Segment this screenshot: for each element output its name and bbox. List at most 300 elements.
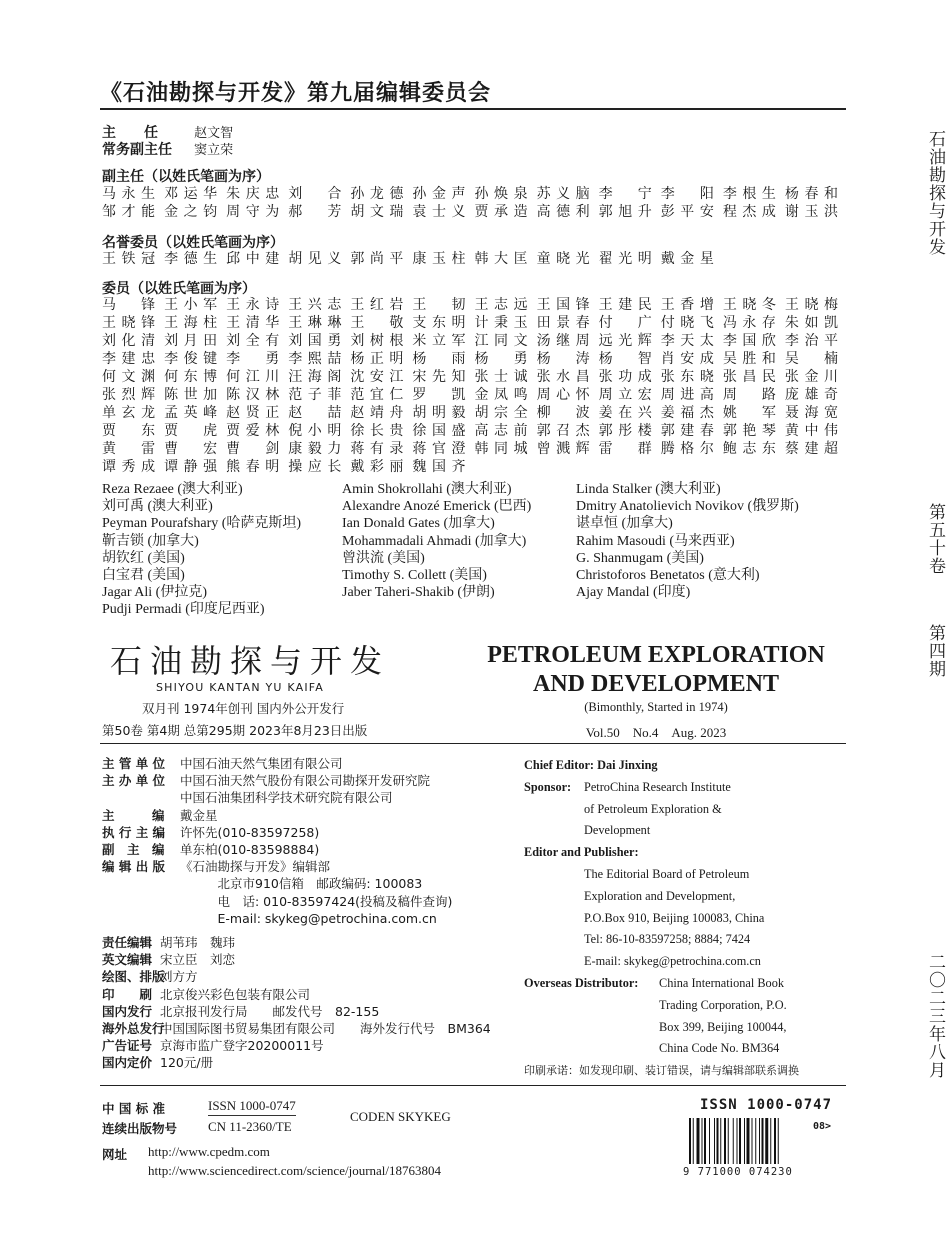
info-value: 北京市910信箱 邮政编码: 100083 [180,876,423,892]
person-name: 陈世加 [164,387,218,403]
info-row [102,1020,491,1037]
info-key: 主 管 单 位 [102,756,166,771]
person-name: 徐长贵 [350,423,404,439]
barcode-bar [755,1118,756,1164]
person-name: 马 锋 [102,297,156,313]
barcode-bar [702,1118,703,1164]
person-name: 郭建春 [660,423,714,439]
chairman-label: 主 任 [102,125,158,141]
person-name: 王铁冠 [102,251,156,267]
en-info-line: E-mail: skykeg@petrochina.com.cn [584,954,761,969]
person-name: 吴胜和 [722,351,776,367]
info-key: 副 主 编 [102,842,165,858]
person-name: 周进高 [660,387,714,403]
person-name: 朱如凯 [784,315,838,331]
cn-info-block-2 [102,934,491,1072]
vice-chairs-list [102,185,847,221]
person-name: 陈汉林 [226,387,280,403]
person-name: 张金川 [784,369,838,385]
person-name: 刘全有 [226,333,280,349]
person-name: 程杰成 [722,204,776,220]
person-name: 李根生 [722,186,776,202]
info-value: 北京俊兴彩色包装有限公司 [160,986,311,1002]
info-key: 英文编辑 [102,952,153,968]
info-row [102,875,452,892]
en-editor-lines [524,864,787,973]
barcode-bar [709,1118,710,1164]
person-name: 鲍志东 [722,441,776,457]
side-volume: 第五十卷 [925,503,945,575]
info-key [102,789,180,806]
issn-label: 中 国 标 准 [102,1101,166,1116]
info-row [102,934,491,951]
barcode-bar [728,1118,729,1164]
journal-en-issue: Vol.50 No.4 Aug. 2023 [585,725,727,740]
info-key [102,875,180,892]
person-name: 罗 凯 [412,387,466,403]
person-name: 黄中伟 [784,423,838,439]
person-name: 黄 雷 [102,441,156,457]
person-name: 金之钧 [164,204,218,220]
person-name: 李治平 [784,333,838,349]
en-info-block [524,755,787,1060]
person-name: 王国锋 [536,297,590,313]
barcode-addon: 08> [813,1121,832,1132]
en-info-line: of Petroleum Exploration & [584,801,722,816]
barcode-bar [739,1118,741,1164]
person-name: 金凤鸣 [474,387,528,403]
barcode-bar [762,1118,764,1164]
person-name: 李 阳 [660,186,714,202]
info-key: 国内发行 [102,1003,153,1019]
person-name: 杨 勇 [474,351,528,367]
barcode-issn: ISSN 1000-0747 [700,1097,833,1113]
person-name: 江同文 [474,333,528,349]
person-name: 赵 喆 [288,405,342,421]
person-name: 魏国齐 [412,459,466,475]
barcode-bar [704,1118,706,1164]
barcode-bar [778,1118,779,1164]
person-name: 戴金星 [660,251,714,267]
chairman-name: 赵文智 [194,126,234,141]
barcode-bar [733,1118,734,1164]
person-name: 田景春 [536,315,590,331]
person-name: 米立军 [412,333,466,349]
intl-member: 刘可禹 (澳大利亚) [102,499,213,515]
info-row [102,772,452,789]
person-name: 范宜仁 [350,387,404,403]
person-name: 张功成 [598,369,652,385]
info-value: 北京报刊发行局 邮发代号 82-155 [160,1003,380,1019]
person-name: 周 路 [722,387,776,403]
page-title: 《石油勘探与开发》第九届编辑委员会 [100,81,492,106]
person-name: 李 勇 [226,351,280,367]
person-name: 何东博 [164,369,218,385]
person-name: 李 宁 [598,186,652,202]
person-name: 李天太 [660,333,714,349]
en-info-line: Trading Corporation, P.O. [659,997,787,1012]
person-name: 张烈辉 [102,387,156,403]
info-key [102,910,180,927]
info-key: 国内定价 [102,1055,153,1071]
web-label: 网址 [102,1147,128,1162]
person-name: 柳 波 [536,405,590,421]
person-name: 曹 宏 [164,441,218,457]
cn-label: 连续出版物号 [102,1121,178,1136]
person-name: 王 韧 [412,297,466,313]
person-name: 肖安成 [660,351,714,367]
masthead-rule [100,743,846,744]
person-name: 王晓冬 [722,297,776,313]
info-value: 京海市监广登字20200011号 [160,1038,324,1054]
journal-frequency: 双月刊 1974年创刊 国内外公开发行 [142,701,345,716]
person-name: 童晓光 [536,251,590,267]
exec-vice-chair-label: 常务副主任 [102,142,172,158]
info-key [102,893,180,910]
person-name: 贾 东 [102,423,156,439]
barcode-bar [717,1118,719,1164]
person-name: 周立宏 [598,387,652,403]
en-sponsor-lines [584,777,731,842]
person-name: 高德利 [536,204,590,220]
person-name: 王清华 [226,315,280,331]
person-name: 周守为 [226,204,280,220]
intl-member: 胡钦红 (美国) [102,550,185,566]
info-value: 电 话: 010-83597424(投稿及稿件查询) [180,893,453,909]
info-value: 中国石油天然气股份有限公司勘探开发研究院 [180,773,431,789]
person-name: 雷 群 [598,441,652,457]
info-key: 执 行 主 编 [102,824,166,840]
person-name: 李建忠 [102,351,156,367]
intl-member: Jagar Ali (伊拉克) [102,585,207,601]
person-name: 蒋官澄 [412,441,466,457]
info-key: 印 刷 [102,986,153,1002]
info-value: 胡苇玮 魏玮 [160,935,236,950]
person-name: 沈安江 [350,369,404,385]
person-name: 王晓锋 [102,315,156,331]
en-info-line: Tel: 86-10-83597258; 8884; 7424 [584,932,751,947]
person-name: 曾溅辉 [536,441,590,457]
person-name: 赵靖舟 [350,405,404,421]
intl-member: 谌卓恒 (加拿大) [576,516,673,532]
barcode-bar [720,1118,721,1164]
top-rule [100,108,846,110]
honorary-label: 名誉委员（以姓氏笔画为序） [102,235,284,251]
info-key: 主 编 [102,807,165,823]
info-key: 海外总发行 [102,1021,165,1037]
info-row [102,1003,491,1020]
person-name: 胡宗全 [474,405,528,421]
person-name: 谭静强 [164,459,218,475]
en-info-line: China Code No. BM364 [659,1041,780,1056]
barcode-bar [724,1118,726,1164]
journal-en-frequency: (Bimonthly, Started in 1974) [584,700,728,714]
person-name: 王琳琳 [288,315,342,331]
person-name: 贾爱林 [226,423,280,439]
journal-issue-line: 第50卷 第4期 总第295期 2023年8月23日出版 [102,723,368,738]
info-value: 许怀先(010-83597258) [180,824,320,840]
person-name: 杨正明 [350,351,404,367]
intl-member: Reza Rezaee (澳大利亚) [102,482,243,497]
intl-member: Mohammadali Ahmadi (加拿大) [342,533,527,549]
person-name: 郭艳琴 [722,423,776,439]
barcode-bar [752,1118,753,1164]
barcode-bar [765,1118,768,1164]
info-row [102,1037,491,1054]
cn-value: CN 11-2360/TE [208,1119,292,1134]
person-name: 孙焕泉 [474,186,528,202]
barcode-bar [774,1118,776,1164]
person-name: 姚 军 [722,405,776,421]
info-value: 单东柏(010-83598884) [180,842,320,858]
info-key: 编 辑 出 版 [102,859,166,875]
person-name: 刘 合 [288,186,342,202]
journal-cn-name: 石油勘探与开发 [110,642,391,680]
person-name: 张昌民 [722,369,776,385]
intl-member: Pudji Permadi (印度尼西亚) [102,602,265,618]
person-name: 支东明 [412,315,466,331]
person-name: 王兴志 [288,297,342,313]
info-value: 戴金星 [180,807,218,823]
en-info-line: The Editorial Board of Petroleum [584,866,750,881]
person-name: 韩同城 [474,441,528,457]
issn-value: ISSN 1000-0747 [208,1098,296,1116]
info-value: 刘方方 [160,969,198,985]
person-name: 孟英峰 [164,405,218,421]
international-members-list [102,481,847,619]
info-row [102,1054,491,1071]
footer-rule [100,1085,846,1086]
person-name: 孙金声 [412,186,466,202]
person-name: 孙龙德 [350,186,404,202]
person-name: 刘月田 [164,333,218,349]
intl-member: Timothy S. Collett (美国) [342,568,487,584]
en-sponsor-label: Sponsor: [524,779,572,794]
person-name: 张士诚 [474,369,528,385]
person-name: 郭旭升 [598,204,652,220]
person-name: 杨 涛 [536,351,590,367]
info-row [102,755,452,772]
en-overseas [524,973,787,1060]
person-name: 操应长 [288,459,342,475]
person-name: 庞雄奇 [784,387,838,403]
info-key: 广告证号 [102,1038,153,1054]
intl-member: Alexandre Anozé Emerick (巴西) [342,499,532,515]
person-name: 邓运华 [164,186,218,202]
person-name: 李国欣 [722,333,776,349]
person-name: 姜福杰 [660,405,714,421]
person-name: 宋先知 [412,369,466,385]
person-name: 邱中建 [226,251,280,267]
person-name: 赵贤正 [226,405,280,421]
intl-member: Linda Stalker (澳大利亚) [576,482,721,497]
person-name: 熊春明 [226,459,280,475]
person-name: 蔡建超 [784,441,838,457]
person-name: 胡见义 [288,251,342,267]
person-name: 王建民 [598,297,652,313]
person-name: 郝 芳 [288,204,342,220]
person-name: 翟光明 [598,251,652,267]
info-key: 责任编辑 [102,935,153,950]
cn-info-block [102,755,452,927]
journal-pinyin: SHIYOU KANTAN YU KAIFA [156,681,325,694]
person-name: 李德生 [164,251,218,267]
exec-vice-chair-row [102,139,233,159]
barcode-bar [714,1118,715,1164]
person-name: 徐国盛 [412,423,466,439]
vice-chairs-label: 副主任（以姓氏笔画为序） [102,169,270,185]
en-sponsor [524,777,787,842]
side-issue: 第四期 [925,624,945,678]
person-name: 朱庆忠 [226,186,280,202]
person-name: 蒋有录 [350,441,404,457]
en-info-line: Exploration and Development, [584,888,736,903]
info-value: 中国石油天然气集团有限公司 [180,756,343,771]
person-name: 王香增 [660,297,714,313]
barcode-bar [770,1118,771,1164]
person-name: 姜在兴 [598,405,652,421]
intl-member: Christoforos Benetatos (意大利) [576,568,760,584]
en-overseas-label: Overseas Distributor: [524,975,639,990]
journal-en-name-line2: AND DEVELOPMENT [532,671,779,697]
en-info-line: P.O.Box 910, Beijing 100083, China [584,910,765,925]
person-name: 王晓梅 [784,297,838,313]
en-info-line: China International Book [659,975,784,990]
person-name: 谢玉洪 [784,204,838,220]
person-name: 付晓飞 [660,315,714,331]
person-name: 高志前 [474,423,528,439]
info-row [102,858,452,875]
info-row [102,910,452,927]
en-info-line: PetroChina Research Institute [584,779,731,794]
journal-en-name [456,641,856,699]
info-key: 绘图、排版 [102,969,165,985]
url-sciencedirect[interactable]: http://www.sciencedirect.com/science/journal/18763804 [148,1163,442,1178]
info-row [102,951,491,968]
info-value: 中国石油集团科学技术研究院有限公司 [180,790,393,806]
barcode-bar [697,1118,700,1164]
exec-vice-chair-name: 窦立荣 [194,143,234,158]
person-name: 张水昌 [536,369,590,385]
en-chief-editor: Chief Editor: Dai Jinxing [524,758,658,772]
person-name: 曹 剑 [226,441,280,457]
info-key: 主 办 单 位 [102,773,166,789]
intl-member: Rahim Masoudi (马来西亚) [576,533,735,549]
person-name: 康玉柱 [412,251,466,267]
person-name: 周心怀 [536,387,590,403]
info-row [102,824,452,841]
intl-member: 靳吉锁 (加拿大) [102,533,199,549]
person-name: 计秉玉 [474,315,528,331]
info-row [102,986,491,1003]
url-cpedm[interactable]: http://www.cpedm.com [148,1144,270,1159]
barcode-bar [693,1118,694,1164]
person-name: 贾承造 [474,204,528,220]
info-row [102,807,452,824]
person-name: 李熙喆 [288,351,342,367]
person-name: 李俊键 [164,351,218,367]
en-info-line: Box 399, Beijing 100044, [659,1019,787,1034]
person-name: 张东晓 [660,369,714,385]
members-label: 委员（以姓氏笔画为序） [102,281,256,297]
coden: CODEN SKYKEG [350,1109,451,1124]
intl-member: 曾洪流 (美国) [342,550,425,566]
barcode-bar [759,1118,760,1164]
person-name: 郭彤楼 [598,423,652,439]
person-name: 杨 智 [598,351,652,367]
person-name: 戴彩丽 [350,459,404,475]
info-value: 宋立臣 刘恋 [160,952,236,968]
intl-member: Amin Shokrollahi (澳大利亚) [342,482,512,497]
honorary-list [102,250,847,268]
intl-member: Jaber Taheri-Shakib (伊朗) [342,585,495,601]
info-value: 120元/册 [160,1055,214,1071]
person-name: 贾 虎 [164,423,218,439]
en-overseas-lines [659,973,787,1060]
person-name: 王 敬 [350,315,404,331]
barcode-bar [737,1118,738,1164]
person-name: 胡明毅 [412,405,466,421]
person-name: 聂海宽 [784,405,838,421]
person-name: 杨 雨 [412,351,466,367]
person-name: 康毅力 [288,441,342,457]
barcode-bar [744,1118,745,1164]
journal-en-name-line1: PETROLEUM EXPLORATION [487,642,825,668]
person-name: 郭尚平 [350,251,404,267]
side-date: 二〇二三年八月 [925,953,945,1079]
person-name: 吴 楠 [784,351,838,367]
person-name: 远光辉 [598,333,652,349]
intl-member: Ajay Mandal (印度) [576,585,691,601]
person-name: 马永生 [102,186,156,202]
person-name: 谭秀成 [102,459,156,475]
person-name: 胡文瑞 [350,204,404,220]
person-name: 何江川 [226,369,280,385]
en-editor-label: Editor and Publisher: [524,845,639,860]
person-name: 袁士义 [412,204,466,220]
person-name: 彭平安 [660,204,714,220]
intl-member: G. Shanmugam (美国) [576,550,704,566]
person-name: 汤继周 [536,333,590,349]
person-name: 韩大匡 [474,251,528,267]
person-name: 刘树根 [350,333,404,349]
person-name: 杨春和 [784,186,838,202]
barcode-bar [689,1118,691,1164]
person-name: 倪小明 [288,423,342,439]
members-list [102,296,847,476]
info-row [102,893,452,910]
barcode-number: 9 771000 074230 [683,1166,793,1178]
info-value: 《石油勘探与开发》编辑部 [180,859,331,875]
person-name: 腾格尔 [660,441,714,457]
side-journal-name: 石油勘探与开发 [925,130,945,256]
intl-member: Dmitry Anatolievich Novikov (俄罗斯) [576,499,799,515]
en-info-line: Development [584,823,651,838]
person-name: 王志远 [474,297,528,313]
person-name: 何文渊 [102,369,156,385]
person-name: 刘化清 [102,333,156,349]
person-name: 苏义脑 [536,186,590,202]
person-name: 刘国勇 [288,333,342,349]
person-name: 郭召杰 [536,423,590,439]
person-name: 王红岩 [350,297,404,313]
info-value: 中国国际图书贸易集团有限公司 海外发行代号 BM364 [160,1021,491,1037]
intl-member: Ian Donald Gates (加拿大) [342,516,495,532]
person-name: 汪海阁 [288,369,342,385]
person-name: 邹才能 [102,204,156,220]
person-name: 王海柱 [164,315,218,331]
intl-member: Peyman Pourafshary (哈萨克斯坦) [102,516,302,532]
